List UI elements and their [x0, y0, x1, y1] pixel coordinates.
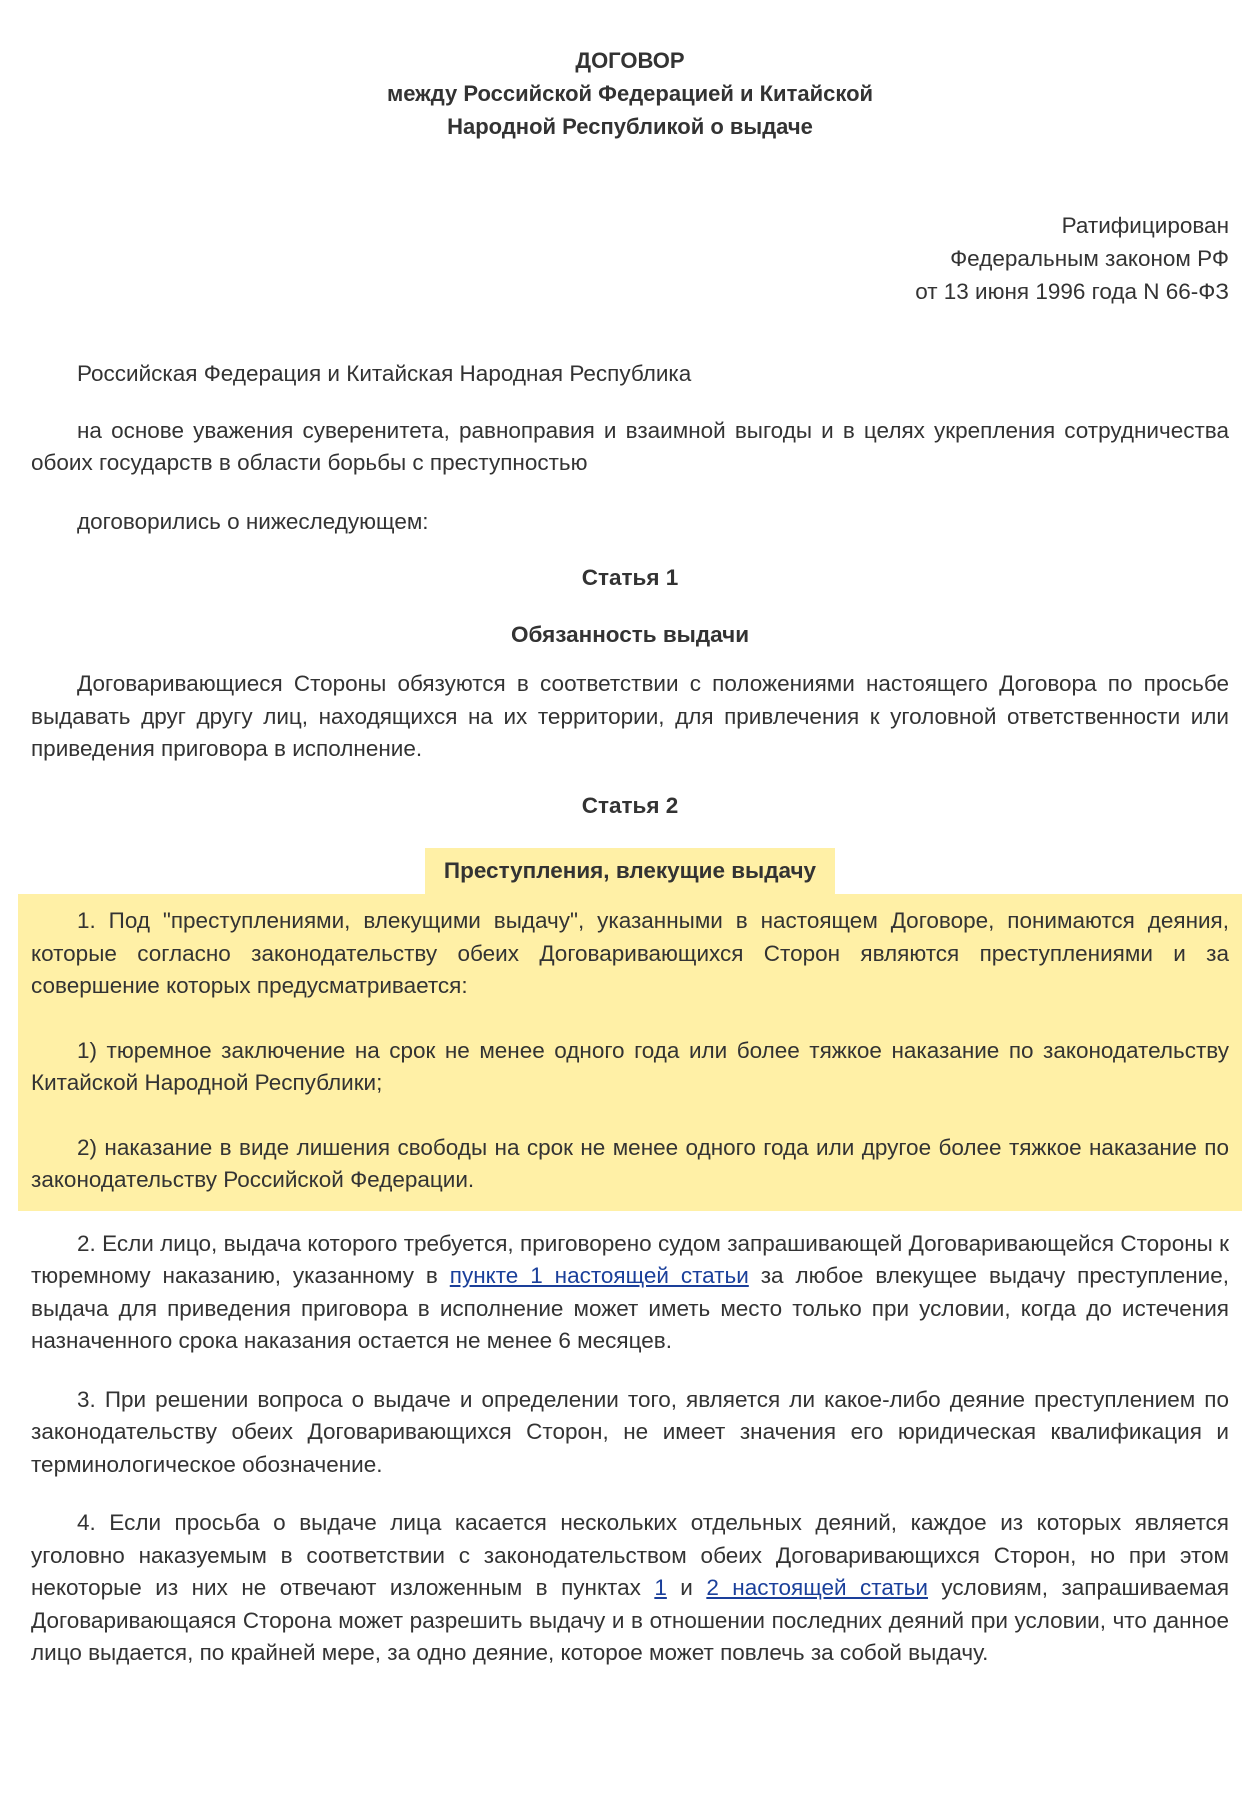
article-2-item-2 — [31, 1228, 1229, 1358]
article-2-title-wrap — [31, 848, 1229, 894]
item-4-text-part-2: и — [666, 1575, 707, 1600]
article-2-subitem-1: 1) тюремное заключение на срок не менее одного года или более тяжкое наказание по законодательству Китайской Народной Республики; — [31, 1037, 1229, 1095]
article-2-heading: Статья 2 — [581, 792, 679, 818]
article-1-text: Договаривающиеся Стороны обязуются в соответствии с положениями настоящего Договора по просьбе выдавать друг другу лиц, находящихся на их территории, для привлечения к уголовной ответственности или приведения приговора в исполнение. — [31, 671, 1229, 761]
article-1-title: Обязанность выдачи — [510, 621, 750, 647]
title-line-3: Народной Республикой о выдаче — [447, 114, 813, 139]
item-2-text-after: за любое влекущее выдачу преступление, выдача для приведения приговора в исполнение может иметь место только при условии, когда до истечения назначенного срока наказания остается не менее 6 месяцев. — [31, 1263, 1229, 1353]
preamble-paragraph-3: договорились о нижеследующем: — [77, 508, 429, 534]
document-body — [31, 44, 1229, 1670]
preamble-paragraph-1: Российская Федерация и Китайская Народная Республика — [77, 361, 692, 386]
article-2-item-3: 3. При решении вопроса о выдаче и определении того, является ли какое-либо деяние преступлением по законодательству обеих Договаривающихся Сторон, не имеет значения его юридическая квалификация и терминологическое обозначение. — [31, 1386, 1229, 1477]
title-line-2: между Российской Федерацией и Китайской — [386, 81, 874, 106]
ratified-line-2: Федеральным законом РФ — [950, 246, 1229, 271]
ratification-note — [31, 209, 1229, 308]
article-1-heading: Статья 1 — [581, 565, 679, 590]
title-line-1: ДОГОВОР — [575, 48, 685, 73]
ratified-line-1: Ратифицирован — [1061, 213, 1229, 238]
item-2-text-before: 2. Если лицо, выдача которого требуется, приговорено судом запрашивающей Договаривающейся Стороны к тюремному наказанию, указанному в — [31, 1230, 1229, 1288]
document-title — [31, 44, 1229, 143]
item-4-text-part-3: условиям, запрашиваемая Договаривающаяся Сторона может разрешить выдачу и в отношении последних деяний при условии, что данное лицо выдается, по крайней мере, за одно деяние, которое может повлечь за собой выдачу. — [31, 1575, 1230, 1665]
preamble-paragraph-2: на основе уважения суверенитета, равноправия и взаимной выгоды и в целях укрепления сотрудничества обоих государств в области борьбы с преступностью — [31, 417, 1229, 475]
link-point-2-ref[interactable]: 2 настоящей статьи — [706, 1575, 928, 1600]
article-2-item-4 — [31, 1507, 1229, 1670]
ratified-line-3: от 13 июня 1996 года N 66-ФЗ — [915, 279, 1229, 304]
article-2-title: Преступления, влекущие выдачу — [425, 848, 835, 894]
article-2-subitem-2: 2) наказание в виде лишения свободы на срок не менее одного года или другое более тяжкое наказание по законодательству Российской Федерации. — [31, 1134, 1229, 1192]
item-4-text-part-1: 4. Если просьба о выдаче лица касается нескольких отдельных деяний, каждое из которых является уголовно наказуемым в соответствии с законодательством обеих Договаривающихся Сторон, но при этом некоторые из них не отвечают изложенным в пунктах — [31, 1510, 1229, 1600]
link-point-1-ref[interactable]: 1 — [654, 1575, 667, 1600]
article-2-item-1: 1. Под "преступлениями, влекущими выдачу", указанными в настоящем Договоре, понимаются деяния, которые согласно законодательству обеих Договаривающихся Сторон являются преступлениями и за совершение которых предусматривается: — [31, 908, 1229, 998]
link-point-1[interactable]: пункте 1 настоящей статьи — [449, 1263, 749, 1288]
highlighted-section — [18, 894, 1242, 1211]
